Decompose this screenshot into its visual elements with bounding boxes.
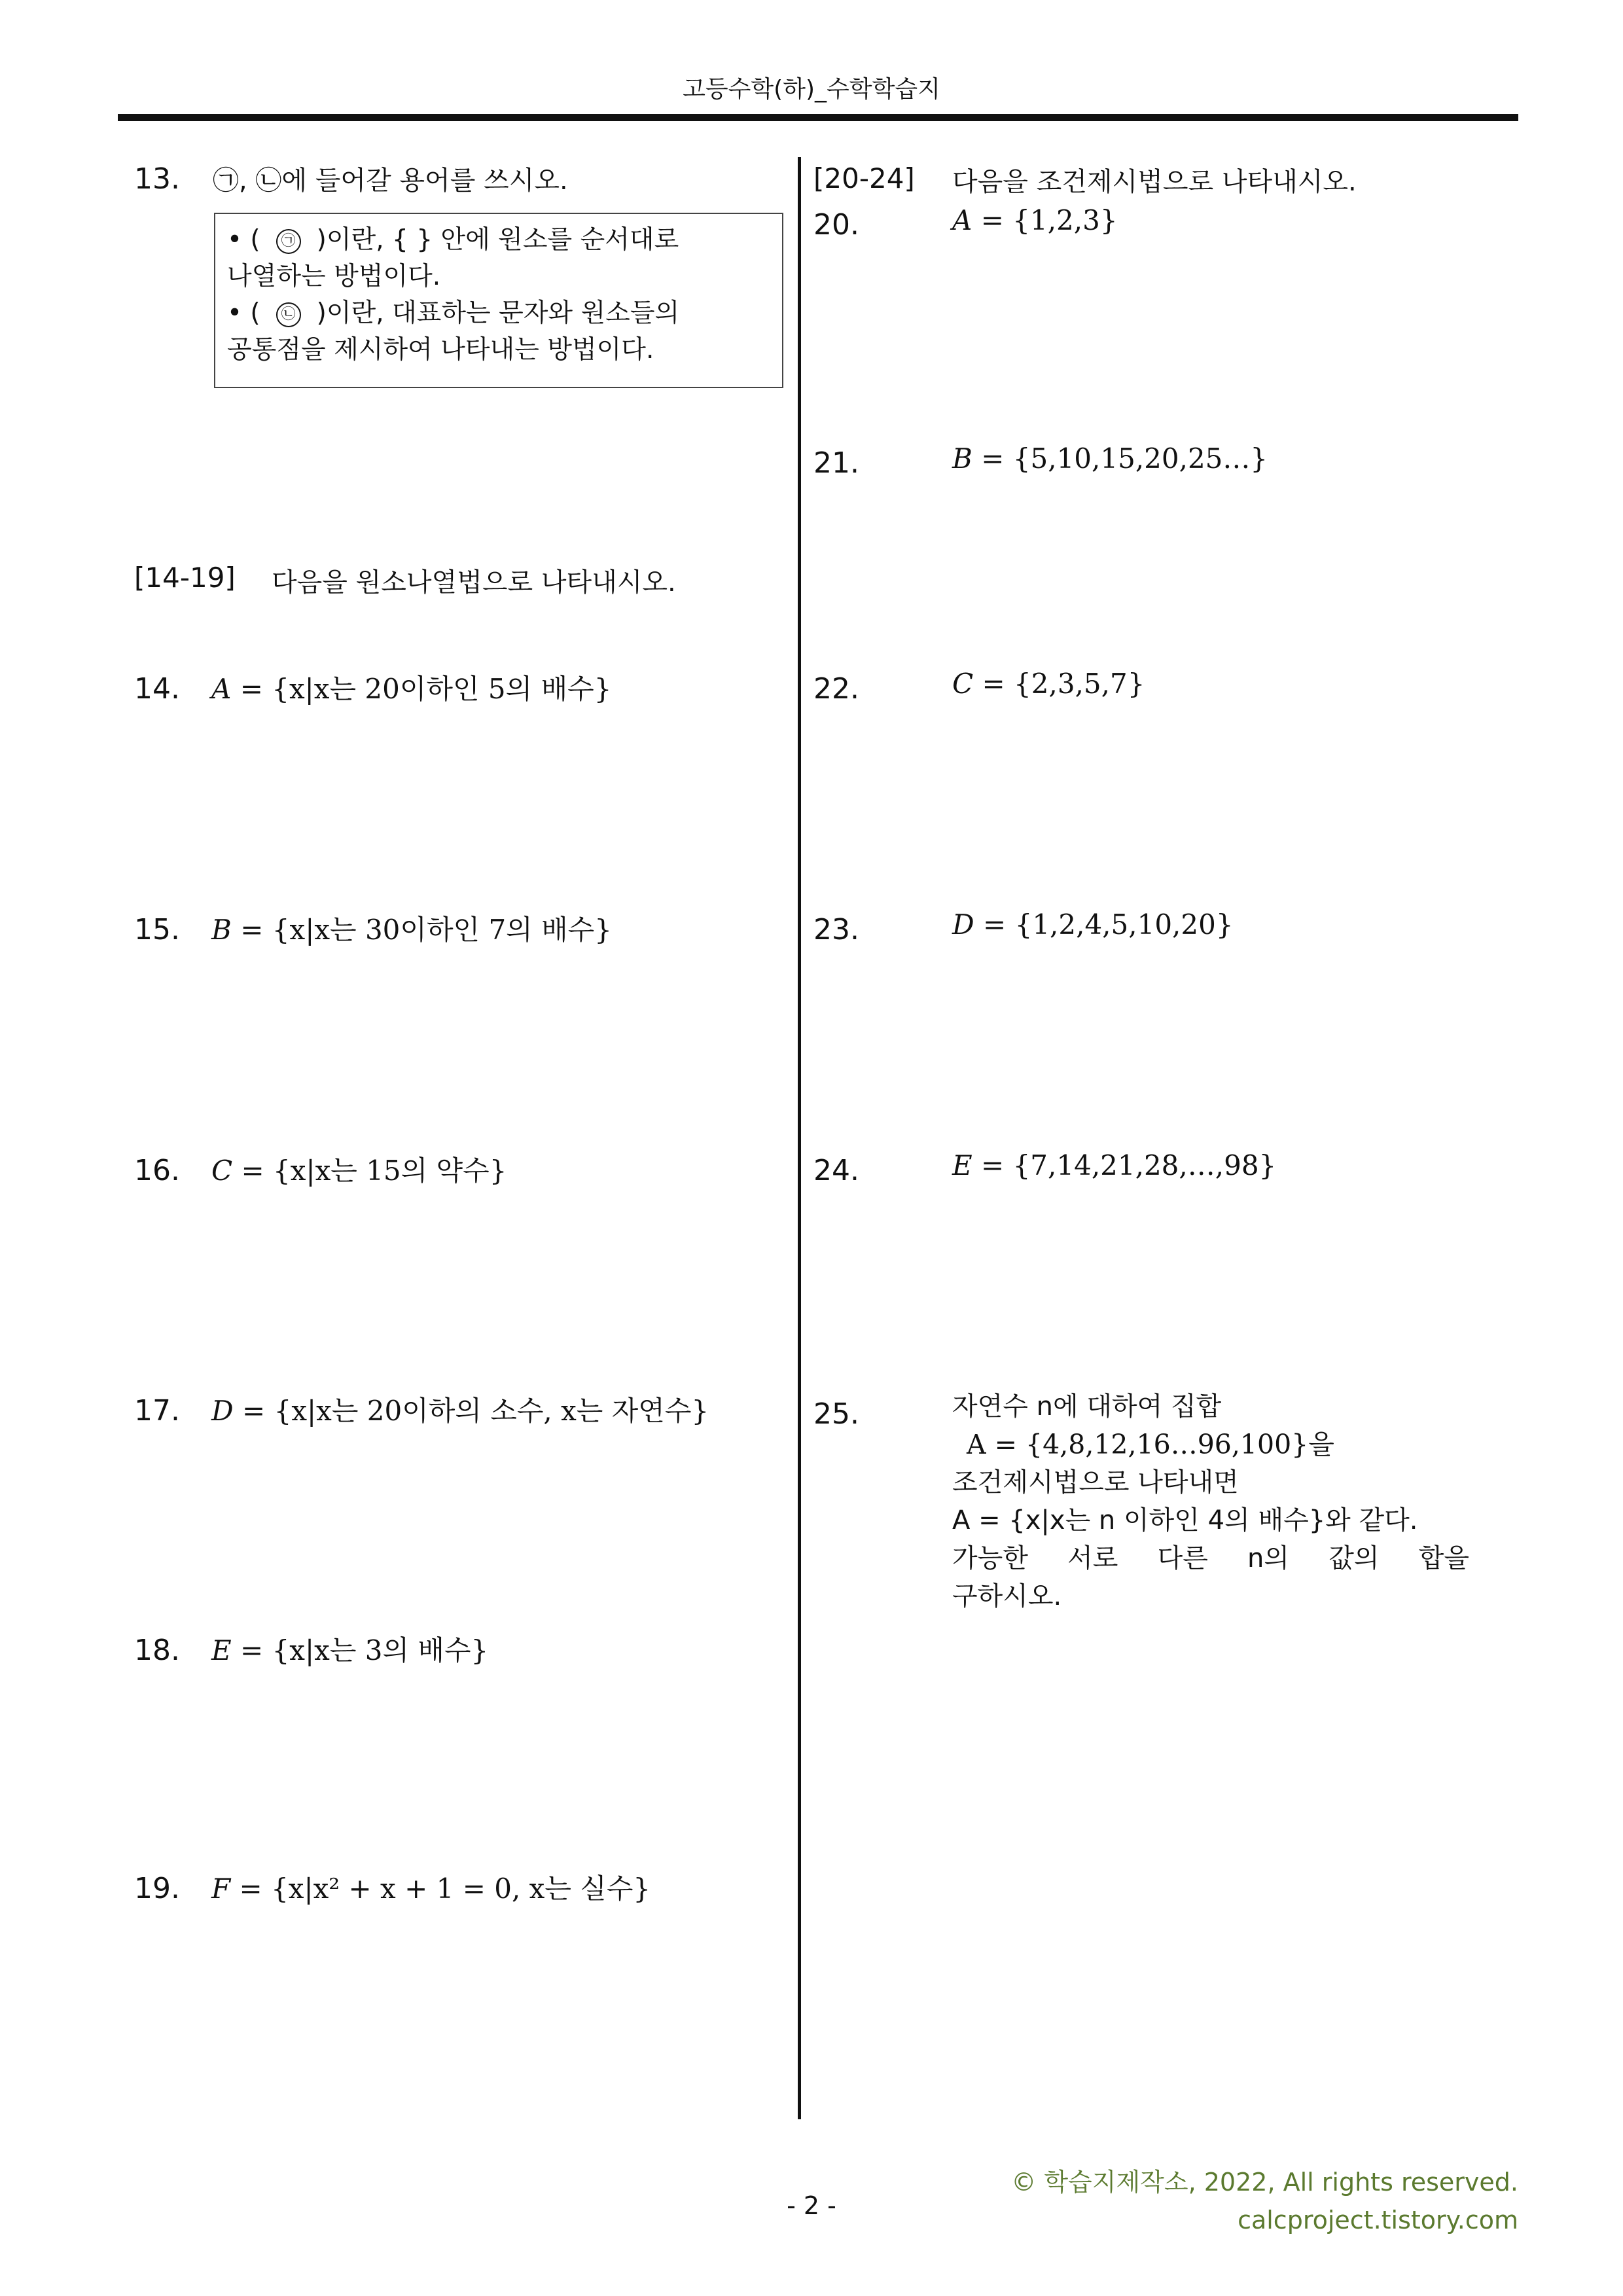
question-22-expression: C = {2,3,5,7} [952,668,1145,700]
definition-box [214,213,783,388]
question-24-number: 24. [813,1154,859,1187]
question-25-line-5: 가능한 서로 다른 n의 값의 합을 [952,1543,1469,1573]
site-link[interactable]: calcproject.tistory.com [1238,2206,1518,2234]
definition-line-4: 공통점을 제시하여 나타내는 방법이다. [227,335,654,365]
question-20-expression: A = {1,2,3} [952,204,1118,236]
section-instruction-20-24: 다음을 조건제시법으로 나타내시오. [952,167,1357,197]
question-25-line-2: A = {4,8,12,16…96,100}을 [967,1429,1334,1460]
question-18-expression: E = {x|x는 3의 배수} [211,1634,489,1666]
question-21-expression: B = {5,10,15,20,25…} [952,442,1268,475]
section-range-20-24: [20-24] [813,162,915,194]
question-25-line-3: 조건제시법으로 나타내면 [952,1467,1239,1498]
question-17-number: 17. [134,1394,180,1427]
question-18-number: 18. [134,1634,180,1667]
definition-line-3: • ( ㉡ )이란, 대표하는 문자와 원소들의 [227,298,680,328]
question-21-number: 21. [813,446,859,480]
question-22-number: 22. [813,672,859,706]
question-25-line-6: 구하시오. [952,1581,1062,1611]
question-19-expression: F = {x|x² + x + 1 = 0, x는 실수} [211,1873,651,1905]
question-13-prompt: ㉠, ㉡에 들어갈 용어를 쓰시오. [213,166,568,196]
section-instruction-14-19: 다음을 원소나열법으로 나타내시오. [272,567,676,598]
definition-line-1: • ( ㉠ )이란, { } 안에 원소를 순서대로 [227,225,679,255]
copyright-text: © 학습지제작소, 2022, All rights reserved. [1011,2168,1518,2197]
question-15-number: 15. [134,913,180,946]
header-rule [118,114,1518,121]
question-25-body [952,1388,1469,1615]
question-23-expression: D = {1,2,4,5,10,20} [952,908,1234,941]
question-14-expression: A = {x|x는 20이하인 5의 배수} [211,673,612,705]
question-14-number: 14. [134,672,180,706]
question-25-line-4: A = {x|x는 n 이하인 4의 배수}와 같다. [952,1505,1418,1535]
question-19-number: 19. [134,1872,180,1905]
question-25-line-1: 자연수 n에 대하여 집합 [952,1391,1222,1422]
question-20-number: 20. [813,208,859,242]
page-number: - 2 - [787,2191,836,2220]
question-13-number: 13. [134,162,180,196]
question-17-expression: D = {x|x는 20이하의 소수, x는 자연수} [211,1395,709,1427]
question-23-number: 23. [813,913,859,946]
question-16-number: 16. [134,1154,180,1187]
definition-line-2: 나열하는 방법이다. [227,262,441,291]
question-24-expression: E = {7,14,21,28,…,98} [952,1149,1277,1181]
column-divider [798,157,801,2119]
section-range-14-19: [14-19] [134,562,236,594]
question-15-expression: B = {x|x는 30이하인 7의 배수} [211,914,612,946]
question-16-expression: C = {x|x는 15의 약수} [211,1155,507,1187]
blank-1-marker: ㉠ [276,229,301,254]
worksheet-title: 고등수학(하)_수학학습지 [683,76,940,103]
blank-2-marker: ㉡ [276,302,301,327]
question-25-number: 25. [813,1397,859,1431]
